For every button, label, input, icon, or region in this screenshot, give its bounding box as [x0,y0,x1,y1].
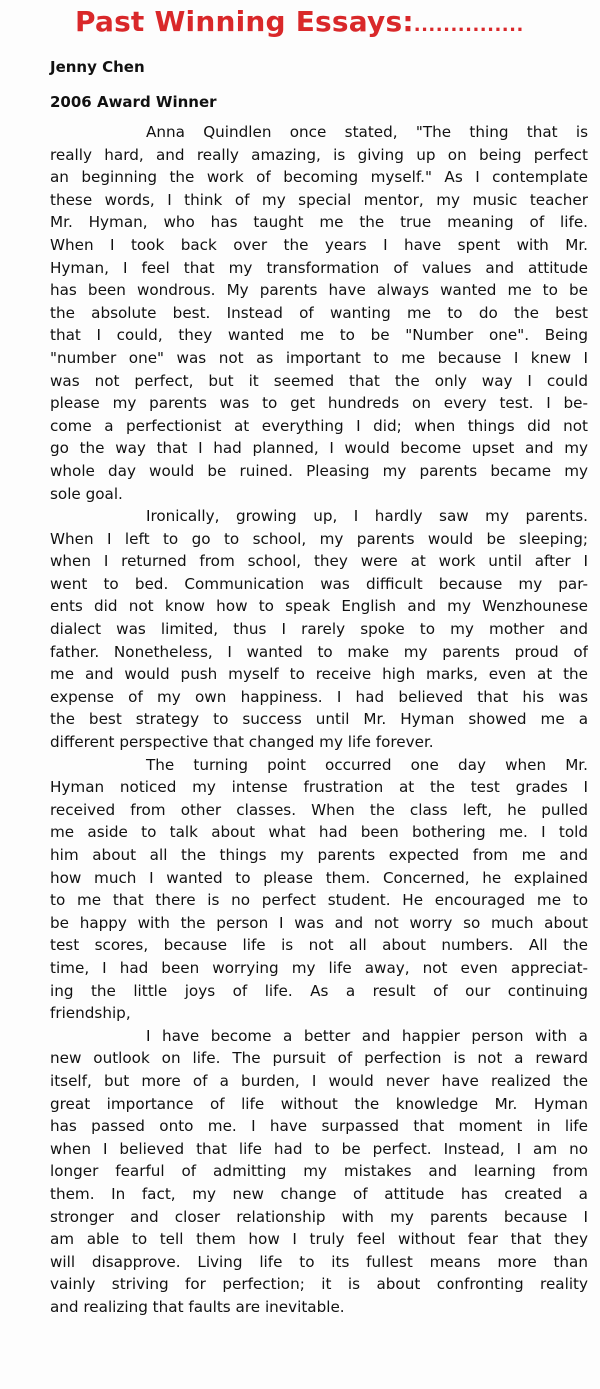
essay-line: was not perfect, but it seemed that the only way I could [50,371,588,390]
essay-line: vainly striving for perfection; it is about confronting reality [50,1275,588,1294]
essay-line: ents did not know how to speak English and my Wenzhounese [50,597,588,616]
essay-line: sole goal. [50,484,123,503]
essay-paragraph [50,505,588,754]
essay-line: "number one" was not as important to me because I knew I [50,348,588,367]
essay-line: When I left to go to school, my parents would be sleeping; [50,529,588,548]
essay-line: when I believed that life had to be perfect. Instead, I am no [50,1139,588,1158]
essay-line: went to bed. Communication was difficult because my par- [50,574,588,593]
essay-line: will disapprove. Living life to its fullest means more than [50,1252,588,1271]
essay-line: different perspective that changed my life forever. [50,733,434,752]
essay-line: the absolute best. Instead of wanting me to do the best [50,303,588,322]
author-name: Jenny Chen [50,58,145,76]
essay-line: Mr. Hyman, who has taught me the true meaning of life. [50,213,588,232]
essay-line: come a perfectionist at everything I did; when things did not [50,416,588,435]
essay-line: expense of my own happiness. I had believed that his was [50,687,588,706]
essay-line: am able to tell them how I truly feel without fear that they [50,1230,588,1249]
essay-paragraph [50,754,588,1025]
essay-line: him about all the things my parents expected from me and [50,846,588,864]
essay-line: really hard, and really amazing, is giving up on being perfect [50,145,588,164]
essay-line: whole day would be ruined. Pleasing my parents became my [50,461,588,480]
essay-line: the best strategy to success until Mr. Hyman showed me a [50,710,588,729]
essay-paragraph [50,121,588,505]
essay-line: to me that there is no perfect student. He encouraged me to [50,891,588,910]
essay-line: that I could, they wanted me to be "Number one". Being [50,326,588,345]
essay-line: please my parents was to get hundreds on every test. I be- [50,394,588,413]
page-header [75,4,524,44]
essay-line: Ironically, growing up, I hardly saw my parents. [146,507,588,526]
essay-line: me and would push myself to receive high marks, even at the [50,665,588,684]
essay-line: has passed onto me. I have surpassed that moment in life [50,1117,588,1136]
essay-line: test scores, because life is not all about numbers. All the [50,936,588,955]
page-title: Past Winning Essays: [75,5,414,38]
essay-line: them. In fact, my new change of attitude has created a [50,1184,588,1203]
essay-line: how much I wanted to please them. Concerned, he explained [50,868,588,887]
essay-line: father. Nonetheless, I wanted to make my parents proud of [50,642,588,661]
essay-line: dialect was limited, thus I rarely spoke to my mother and [50,620,588,639]
essay-line: when I returned from school, they were at work until after I [50,552,588,571]
essay-line: longer fearful of admitting my mistakes and learning from [50,1162,588,1181]
essay-line: and realizing that faults are inevitable. [50,1297,345,1316]
essay-line: me aside to talk about what had been bothering me. I told [50,823,588,842]
essay-line: Hyman noticed my intense frustration at the test grades I [50,778,588,797]
essay-line: has been wondrous. My parents have always wanted me to be [50,281,588,300]
essay-paragraph [50,1025,588,1319]
essay-line: The turning point occurred one day when Mr. [146,755,588,774]
essay-body [50,121,588,1318]
essay-line: Anna Quindlen once stated, "The thing that is [146,123,588,141]
essay-line: stronger and closer relationship with my parents because I [50,1207,588,1226]
essay-line: received from other classes. When the class left, he pulled [50,800,588,819]
title-dots: ............... [413,15,524,36]
essay-line: be happy with the person I was and not worry so much about [50,913,588,932]
essay-line: time, I had been worrying my life away, not even appreciat- [50,958,588,977]
essay-line: friendship, [50,1004,131,1023]
essay-line: Hyman, I feel that my transformation of values and attitude [50,258,588,277]
essay-line: When I took back over the years I have spent with Mr. [50,235,588,254]
essay-line: new outlook on life. The pursuit of perfection is not a reward [50,1049,588,1068]
essay-line: an beginning the work of becoming myself." As I contemplate [50,168,588,187]
essay-line: go the way that I had planned, I would become upset and my [50,439,588,458]
essay-line: itself, but more of a burden, I would never have realized the [50,1071,588,1090]
essay-line: ing the little joys of life. As a result of our continuing [50,981,588,1000]
essay-line: great importance of life without the knowledge Mr. Hyman [50,1094,588,1113]
essay-line: I have become a better and happier person with a [146,1026,588,1045]
essay-line: these words, I think of my special mentor, my music teacher [50,190,588,209]
award-label: 2006 Award Winner [50,93,217,111]
